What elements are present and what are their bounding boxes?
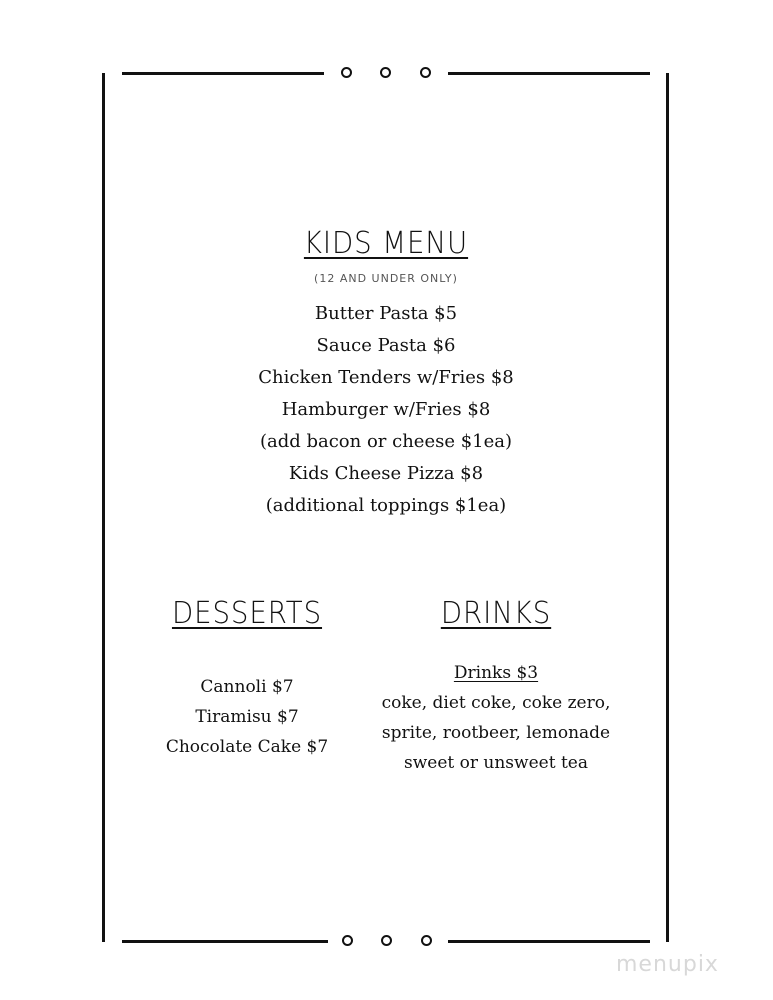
menu-item: (add bacon or cheese $1ea) (259, 431, 513, 452)
drinks-price-heading: Drinks $3 (453, 663, 539, 683)
top-ornament-dot (341, 67, 352, 78)
menu-item: Chocolate Cake $7 (165, 737, 329, 757)
desserts-title: DESSERTS (171, 596, 323, 631)
kids-menu-subtitle: (12 AND UNDER ONLY) (314, 272, 458, 285)
drinks-line: sweet or unsweet tea (404, 753, 588, 773)
bottom-ornament-line-right (448, 940, 650, 943)
drinks-title: DRINKS (440, 596, 552, 631)
top-ornament-dot (380, 67, 391, 78)
top-ornament-line-right (448, 72, 650, 75)
bottom-ornament-dot (342, 935, 353, 946)
menu-item: Tiramisu $7 (195, 707, 299, 727)
menu-item: Sauce Pasta $6 (316, 335, 456, 356)
menupix-watermark: menupix (616, 952, 719, 977)
drinks-line: coke, diet coke, coke zero, (381, 693, 611, 713)
menu-item: Kids Cheese Pizza $8 (288, 463, 484, 484)
drinks-line: sprite, rootbeer, lemonade (381, 723, 611, 743)
bottom-ornament-line-left (122, 940, 328, 943)
menu-item: (additional toppings $1ea) (265, 495, 507, 516)
bottom-ornament-dot (381, 935, 392, 946)
kids-menu-title: KIDS MENU (303, 226, 469, 261)
bottom-ornament-dot (421, 935, 432, 946)
menu-item: Hamburger w/Fries $8 (281, 399, 491, 420)
right-border (666, 73, 669, 942)
menu-item: Butter Pasta $5 (314, 303, 458, 324)
left-border (102, 73, 105, 942)
drinks-block (316, 658, 676, 778)
menu-item: Chicken Tenders w/Fries $8 (258, 367, 514, 388)
menu-item: Cannoli $7 (200, 677, 294, 697)
kids-menu-list (186, 298, 586, 522)
top-ornament-dot (420, 67, 431, 78)
top-ornament-line-left (122, 72, 324, 75)
